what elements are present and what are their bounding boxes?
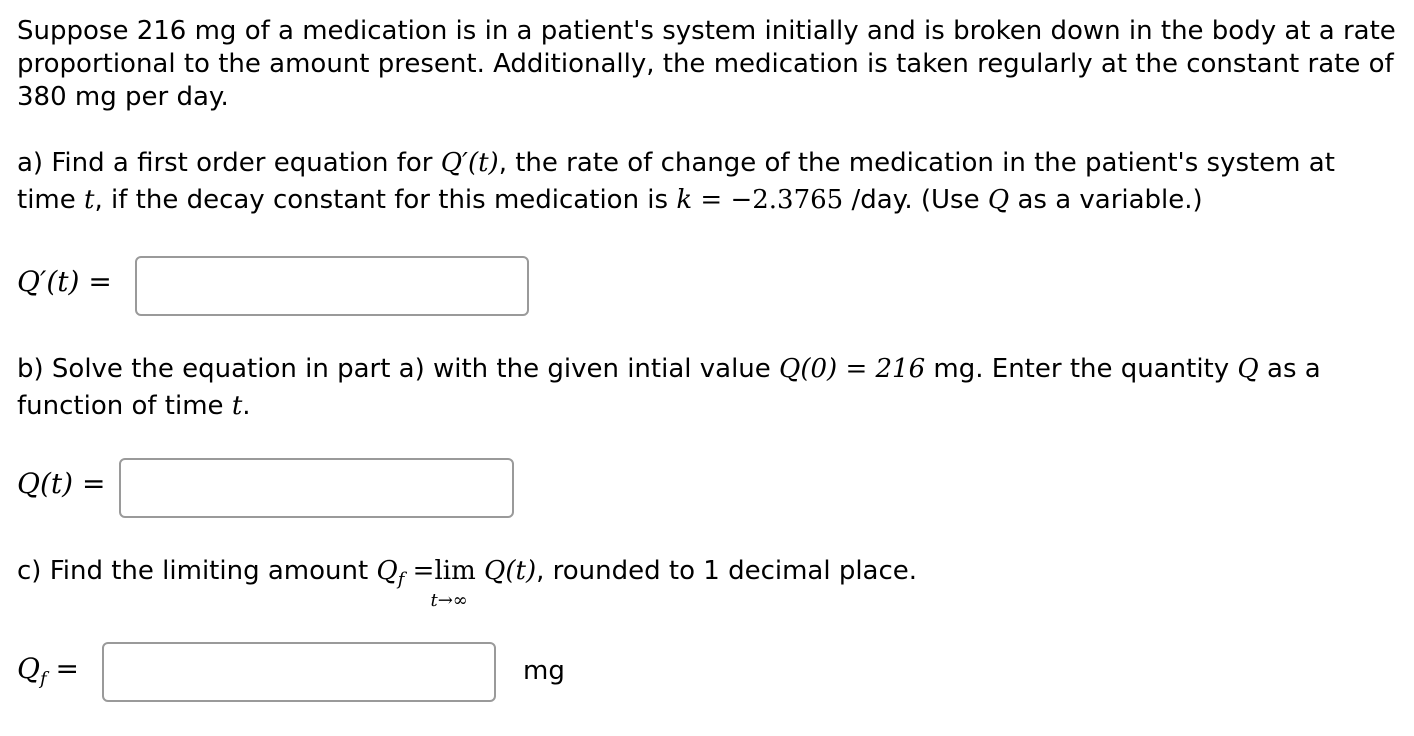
decay-constant-value: = −2.3765 [692, 185, 844, 215]
intro-line-1: Suppose 216 mg of a medication is in a patient's system initially and is broken down in the body at a rate [17, 16, 1396, 46]
q-prime-expression: Q′(t) [440, 148, 499, 178]
part-c-answer-label: $Q_f$ = [17, 652, 80, 690]
limit-operator: lim t→∞ [434, 554, 475, 588]
decay-constant-symbol: k [676, 185, 693, 215]
intro-line-3: 380 mg per day. [17, 82, 229, 112]
part-a-answer-label: Q′(t) = [17, 265, 112, 298]
part-b-line-2: function of time t. [17, 391, 251, 421]
part-b-answer-input[interactable] [119, 458, 514, 518]
part-c-unit-label: mg [523, 656, 565, 686]
part-a-line-2: time t, if the decay constant for this medication is k = −2.3765 /day. (Use Q as a variable.) [17, 185, 1203, 215]
limit-subscript: t→∞ [430, 590, 468, 611]
part-c-line: c) Find the limiting amount $Q_f =\lim$ t→∞ Q(t), rounded to 1 decimal place. [17, 554, 917, 597]
intro-line-2: proportional to the amount present. Additionally, the medication is taken regularly at the constant rate of [17, 49, 1394, 79]
part-c-answer-input[interactable] [102, 642, 496, 702]
part-b-answer-label: Q(t) = [17, 467, 106, 500]
part-a-answer-input[interactable] [135, 256, 529, 316]
initial-value-expression: Q(0) = 216 [779, 354, 926, 384]
part-b-line-1: b) Solve the equation in part a) with the given intial value Q(0) = 216 mg. Enter the quantity Q as a [17, 354, 1321, 384]
part-a-line-1: a) Find a first order equation for Q′(t), the rate of change of the medication in the patient's system at [17, 148, 1335, 178]
